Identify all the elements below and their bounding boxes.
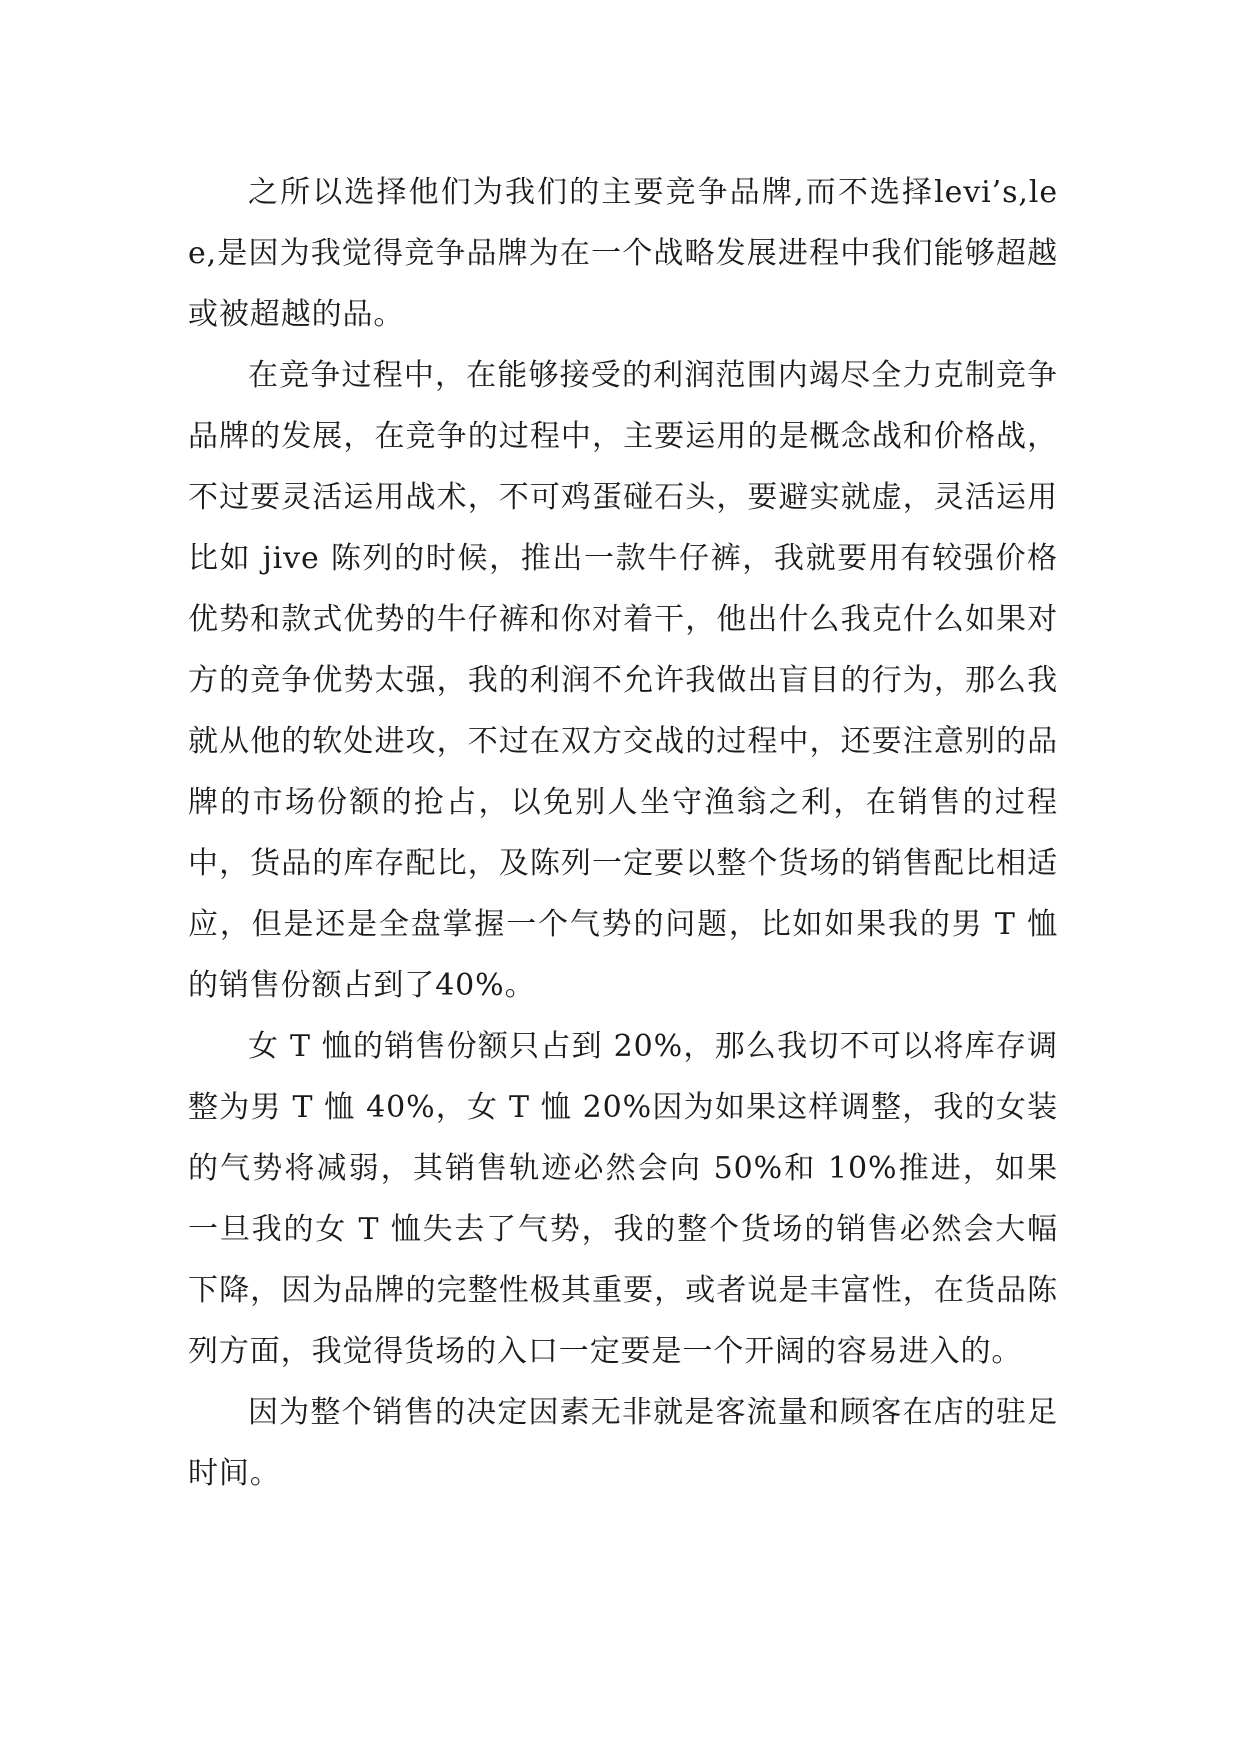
- body-text: [188, 162, 1058, 1504]
- paragraph-inventory-ratio: 女 T 恤的销售份额只占到 20%，那么我切不可以将库存调整为男 T 恤 40%，女 T 恤 20%因为如果这样调整，我的女装的气势将减弱，其销售轨迹必然会向 50%和 10%推进，如果一旦我的女 T 恤失去了气势，我的整个货场的销售必然会大幅下降，因为品牌的完整性极其重要，或者说是丰富性，在货品陈列方面，我觉得货场的入口一定要是一个开阔的容易进入的。: [188, 1029, 1058, 1369]
- paragraph-competition-strategy: 在竞争过程中，在能够接受的利润范围内竭尽全力克制竞争品牌的发展，在竞争的过程中，主要运用的是概念战和价格战，不过要灵活运用战术，不可鸡蛋碰石头，要避实就虚，灵活运用比如 jive 陈列的时候，推出一款牛仔裤，我就要用有较强价格优势和款式优势的牛仔裤和你对着干，他出什么我克什么如果对方的竞争优势太强，我的利润不允许我做出盲目的行为，那么我就从他的软处进攻，不过在双方交战的过程中，还要注意别的品牌的市场份额的抢占，以免别人坐守渔翁之利，在销售的过程中，货品的库存配比，及陈列一定要以整个货场的销售配比相适应，但是还是全盘掌握一个气势的问题，比如如果我的男 T 恤的销售份额占到了40%。: [188, 358, 1058, 1003]
- paragraph-sales-factors: 因为整个销售的决定因素无非就是客流量和顾客在店的驻足时间。: [188, 1395, 1058, 1491]
- paragraph-competitor-choice: 之所以选择他们为我们的主要竞争品牌,而不选择levi’s,lee,是因为我觉得竞争品牌为在一个战略发展进程中我们能够超越或被超越的品。: [188, 175, 1058, 332]
